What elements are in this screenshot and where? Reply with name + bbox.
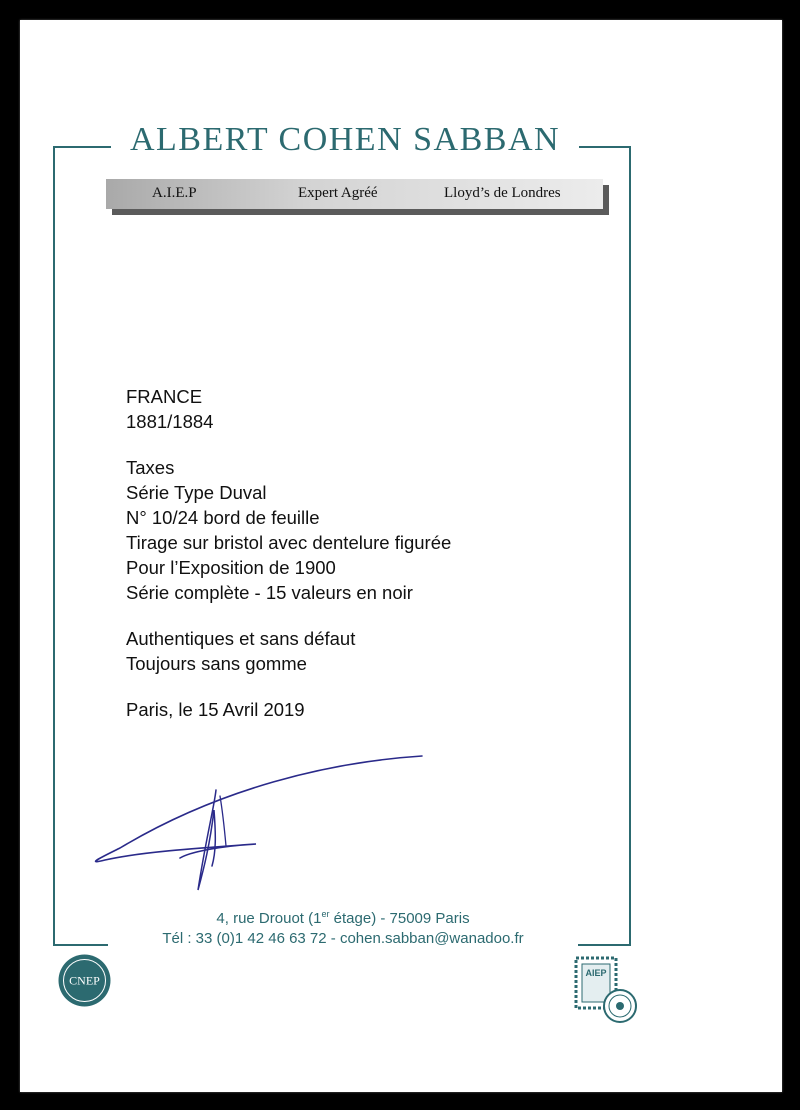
description-line: N° 10/24 bord de feuille	[126, 507, 320, 528]
footer-address	[108, 904, 578, 949]
certificate-sheet	[20, 20, 782, 1092]
description-line: Pour l’Exposition de 1900	[126, 557, 336, 578]
frame-top-left-line	[53, 146, 111, 148]
aiep-logo	[572, 944, 644, 1034]
cnep-logo	[57, 953, 112, 1008]
description-line: Tirage sur bristol avec dentelure figurée	[126, 532, 452, 553]
country-line: FRANCE	[126, 386, 203, 407]
company-name: ALBERT COHEN SABBAN	[129, 121, 561, 158]
certificate-body	[126, 384, 451, 722]
frame-right-line	[629, 146, 631, 946]
credential-lloyds: Lloyd’s de Londres	[444, 185, 561, 201]
condition-line: Authentiques et sans défaut	[126, 628, 356, 649]
svg-text:CNEP: CNEP	[69, 973, 100, 988]
svg-text:AIEP: AIEP	[585, 968, 607, 978]
frame-top-right-line	[579, 146, 631, 148]
frame-bottom-left-line	[53, 944, 108, 946]
credential-aiep: A.I.E.P	[152, 185, 197, 201]
description-line: Série complète - 15 valeurs en noir	[126, 582, 413, 603]
description-line: Série Type Duval	[126, 482, 267, 503]
date-line: Paris, le 15 Avril 2019	[126, 699, 305, 720]
contact-line: Tél : 33 (0)1 42 46 63 72 - cohen.sabban@wanadoo.fr	[162, 930, 524, 947]
credential-expert: Expert Agréé	[298, 185, 378, 201]
handwritten-signature	[80, 748, 440, 908]
condition-line: Toujours sans gomme	[126, 653, 307, 674]
years-line: 1881/1884	[126, 411, 214, 432]
description-line: Taxes	[126, 457, 175, 478]
frame-left-line	[53, 146, 55, 946]
credentials-bar	[106, 179, 603, 209]
address-line: 4, rue Drouot (1er étage) - 75009 Paris	[216, 909, 470, 927]
